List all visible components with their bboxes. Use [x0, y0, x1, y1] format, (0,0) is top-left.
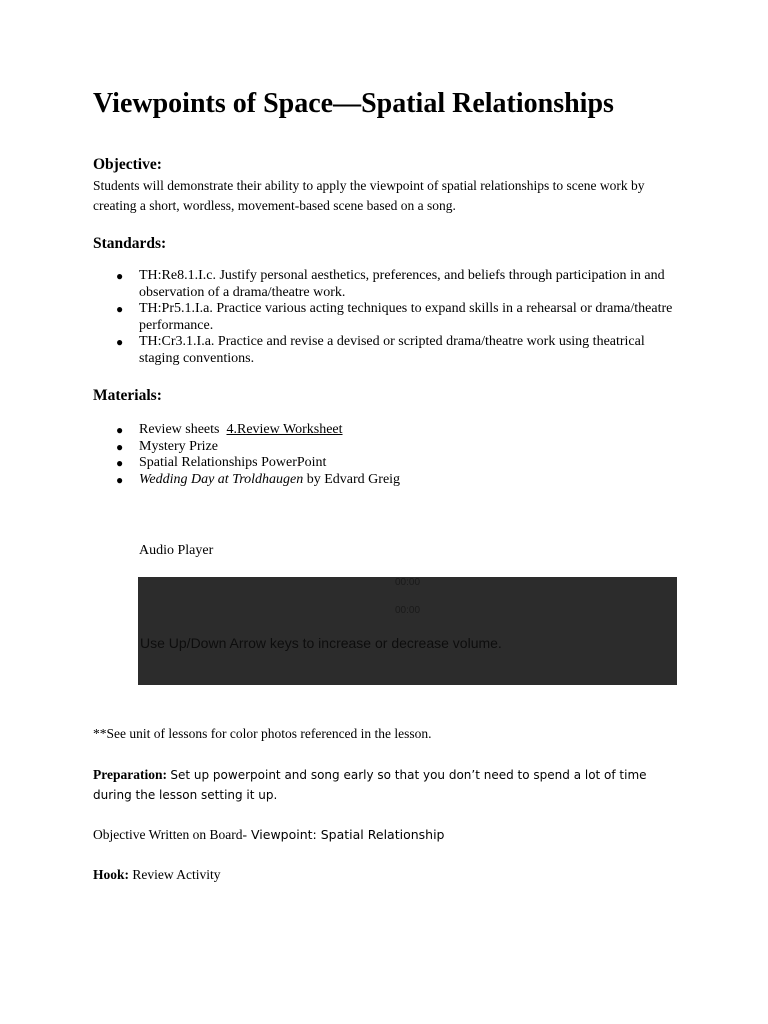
duration-time: 00:00 [394, 605, 421, 616]
audio-player[interactable] [138, 577, 677, 685]
standard-text: TH:Pr5.1.I.a. Practice various acting techniques to expand skills in a rehearsal or drama/theatre performance. [139, 301, 673, 333]
material-text: Mystery Prize [139, 438, 218, 454]
bullet-dot-icon: ● [116, 302, 124, 317]
materials-list [93, 422, 673, 488]
review-worksheet-link[interactable]: 4.Review Worksheet [226, 422, 343, 437]
standards-list [93, 268, 673, 368]
materials-list-item [93, 472, 673, 489]
hook-text: Review Activity [129, 867, 221, 882]
page-title: Viewpoints of Space—Spatial Relationships [93, 88, 614, 119]
materials-list-item [93, 422, 673, 439]
color-photos-note: **See unit of lessons for color photos referenced in the lesson. [93, 726, 432, 741]
preparation-text: Set up powerpoint and song early so that you don’t need to spend a lot of time during the lesson setting it up. [93, 768, 647, 802]
objective-board-line [93, 826, 445, 844]
current-time: 00:00 [394, 577, 421, 588]
materials-list-item [93, 455, 673, 472]
standards-list-item [93, 334, 673, 367]
standard-text: TH:Re8.1.I.c. Justify personal aesthetics, preferences, and beliefs through participation in and observation of a drama/theatre work. [139, 268, 665, 300]
standards-heading: Standards: [93, 235, 167, 252]
standards-list-item [93, 268, 673, 301]
song-composer: by Edvard Greig [303, 471, 401, 487]
bullet-dot-icon: ● [116, 439, 124, 454]
bullet-dot-icon: ● [116, 423, 124, 437]
objective-text: Students will demonstrate their ability to apply the viewpoint of spatial relationships to scene work by creating a short, wordless, movement-based scene based on a song. [93, 178, 645, 213]
materials-list-item [93, 439, 673, 456]
song-title: Wedding Day at Troldhaugen [139, 471, 304, 487]
volume-hint: Use Up/Down Arrow keys to increase or decrease volume. [140, 635, 502, 651]
bullet-dot-icon: ● [116, 472, 124, 487]
hook-line [93, 866, 221, 884]
preparation-label: Preparation: [93, 767, 167, 782]
audio-player-label: Audio Player [139, 543, 214, 558]
preparation-paragraph [93, 765, 673, 805]
hook-label: Hook: [93, 867, 130, 882]
objective-board-text: Viewpoint: Spatial Relationship [247, 827, 445, 842]
bullet-dot-icon: ● [116, 269, 124, 283]
objective-board-label: Objective Written on Board- [93, 827, 248, 842]
bullet-dot-icon: ● [116, 456, 124, 471]
bullet-dot-icon: ● [116, 335, 124, 350]
standard-text: TH:Cr3.1.I.a. Practice and revise a devised or scripted drama/theatre work using theatrical staging conventions. [139, 334, 645, 366]
objective-heading: Objective: [93, 156, 162, 173]
material-text: Spatial Relationships PowerPoint [139, 455, 327, 471]
standards-list-item [93, 301, 673, 334]
material-text: Review sheets [139, 422, 220, 437]
materials-heading: Materials: [93, 387, 162, 404]
